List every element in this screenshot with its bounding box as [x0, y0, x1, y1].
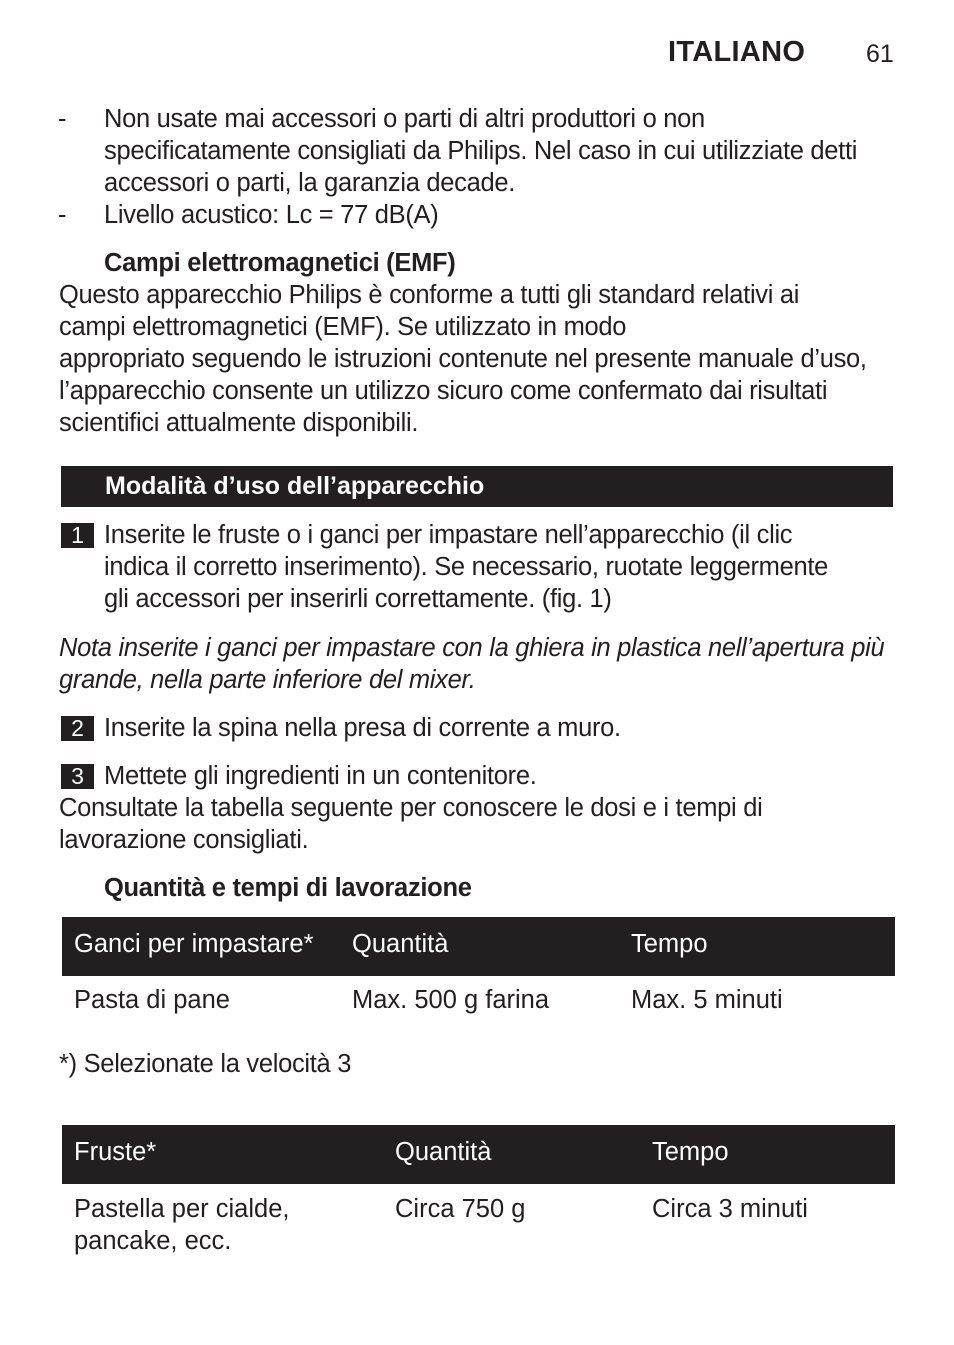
- emf-line: Questo apparecchio Philips è conforme a tutti gli standard relativi ai: [59, 281, 800, 309]
- table-cell: Circa 750 g: [395, 1195, 526, 1223]
- bullet-dash: -: [58, 105, 67, 133]
- bullet-line: specificatamente consigliati da Philips. Nel caso in cui utilizziate detti: [104, 137, 858, 165]
- step-line: gli accessori per inserirli correttamente. (fig. 1): [104, 585, 612, 613]
- step-extra-line: Consultate la tabella seguente per conoscere le dosi e i tempi di: [59, 794, 763, 822]
- table-header-cell: Tempo: [652, 1138, 729, 1166]
- step-number: 1: [61, 523, 94, 548]
- step-number: 3: [61, 764, 94, 789]
- bullet-dash: -: [58, 201, 67, 229]
- bullet-line: accessori o parti, la garanzia decade.: [104, 169, 516, 197]
- table-cell: Pastella per cialde,: [74, 1195, 290, 1223]
- section-title-bar: [61, 466, 893, 507]
- table-header-cell: Tempo: [631, 930, 708, 958]
- table-cell: Max. 5 minuti: [631, 986, 783, 1014]
- emf-line: campi elettromagnetici (EMF). Se utilizzato in modo: [59, 313, 627, 341]
- table-cell: Circa 3 minuti: [652, 1195, 808, 1223]
- step-extra-line: lavorazione consigliati.: [59, 826, 309, 854]
- step-line: Mettete gli ingredienti in un contenitore.: [104, 762, 537, 790]
- emf-line: l’apparecchio consente un utilizzo sicuro come confermato dai risultati: [59, 377, 828, 405]
- table-footnote: *) Selezionate la velocità 3: [59, 1050, 352, 1078]
- table-header-row: [62, 917, 895, 976]
- emf-heading: Campi elettromagnetici (EMF): [104, 249, 456, 277]
- note-line: Nota inserite i ganci per impastare con la ghiera in plastica nell’apertura più: [59, 634, 885, 662]
- table-header-cell: Quantità: [395, 1138, 492, 1166]
- table-header-cell: Ganci per impastare*: [74, 930, 314, 958]
- emf-line: scientifici attualmente disponibili.: [59, 409, 419, 437]
- page-number: 61: [866, 40, 894, 68]
- step-number: 2: [61, 716, 94, 741]
- table-header-row: [62, 1125, 895, 1184]
- table-header-cell: Quantità: [352, 930, 449, 958]
- table-cell: pancake, ecc.: [74, 1227, 232, 1255]
- step-line: Inserite la spina nella presa di corrente a muro.: [104, 714, 621, 742]
- note-line: grande, nella parte inferiore del mixer.: [59, 666, 476, 694]
- step-line: Inserite le fruste o i ganci per impastare nell’apparecchio (il clic: [104, 521, 793, 549]
- step-line: indica il corretto inserimento). Se necessario, ruotate leggermente: [104, 553, 829, 581]
- table-cell: Max. 500 g farina: [352, 986, 550, 1014]
- quantities-heading: Quantità e tempi di lavorazione: [104, 874, 472, 902]
- table-cell: Pasta di pane: [74, 986, 230, 1014]
- bullet-line: Livello acustico: Lc = 77 dB(A): [104, 201, 439, 229]
- table-header-cell: Fruste*: [74, 1138, 157, 1166]
- section-title: Modalità d’uso dell’apparecchio: [105, 472, 485, 500]
- emf-line: appropriato seguendo le istruzioni contenute nel presente manuale d’uso,: [59, 345, 867, 373]
- page-language-header: ITALIANO: [668, 36, 806, 68]
- bullet-line: Non usate mai accessori o parti di altri produttori o non: [104, 105, 705, 133]
